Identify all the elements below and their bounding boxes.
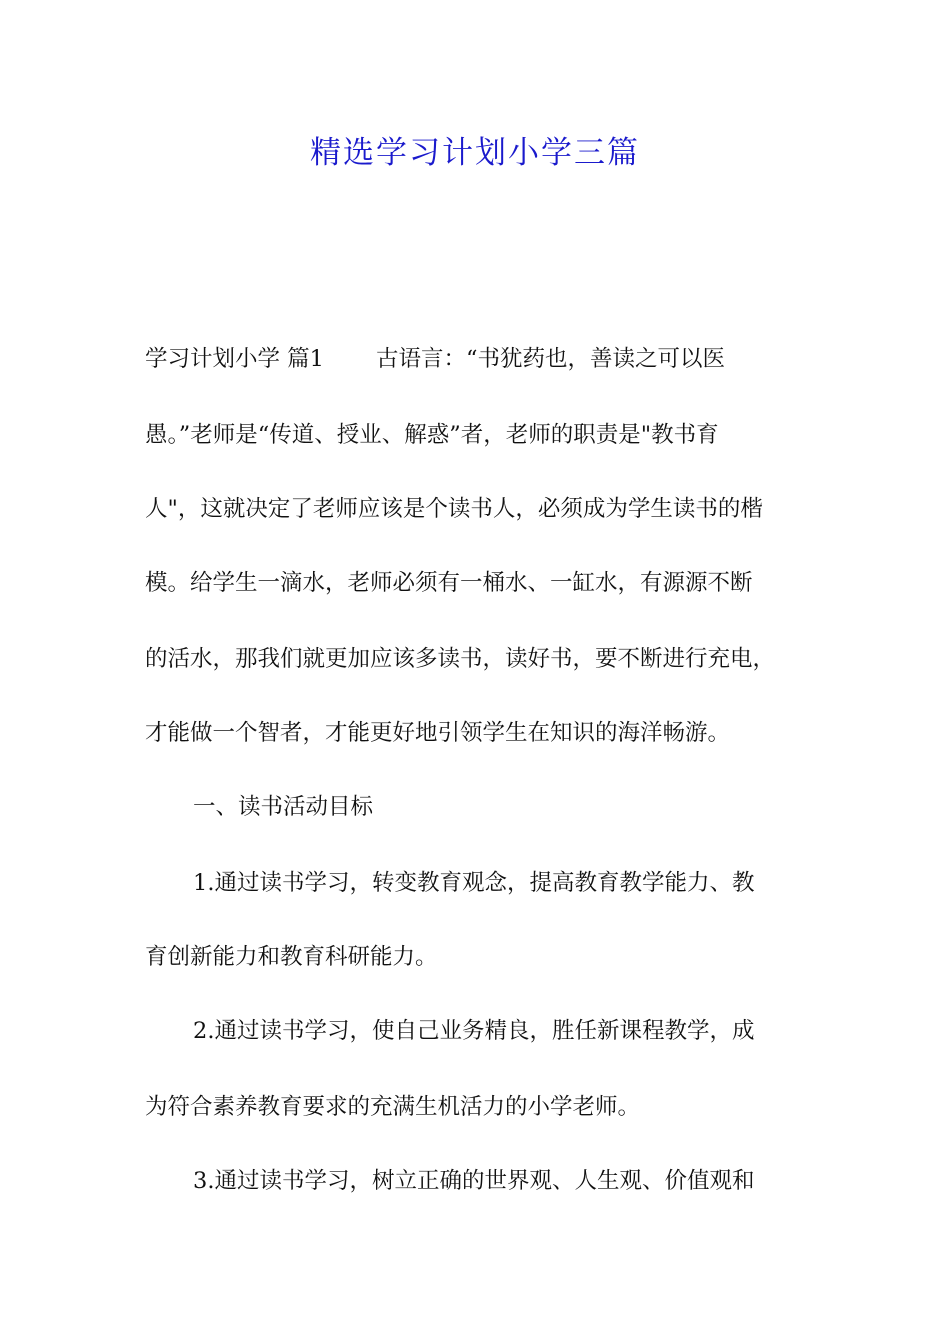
paragraph-line: 人"，这就决定了老师应该是个读书人，必须成为学生读书的楷 — [145, 496, 763, 522]
list-item-line: 3.通过读书学习，树立正确的世界观、人生观、价值观和 — [193, 1168, 755, 1194]
section-heading: 一、读书活动目标 — [193, 794, 374, 820]
list-item-line: 2.通过读书学习，使自己业务精良，胜任新课程教学，成 — [193, 1018, 755, 1044]
list-item-line: 育创新能力和教育科研能力。 — [145, 944, 438, 970]
paragraph-line: 愚。”老师是“传道、授业、解惑”者，老师的职责是"教书育 — [145, 422, 719, 448]
paragraph-line — [145, 339, 845, 379]
paragraph-text: 古语言：“书犹药也，善读之可以医 — [375, 346, 725, 372]
list-item-line: 为符合素养教育要求的充满生机活力的小学老师。 — [145, 1094, 641, 1120]
paragraph-line: 模。给学生一滴水，老师必须有一桶水、一缸水，有源源不断 — [145, 570, 753, 596]
list-item-line: 1.通过读书学习，转变教育观念，提高教育教学能力、教 — [193, 870, 755, 896]
document-title: 精选学习计划小学三篇 — [310, 135, 640, 171]
paragraph-line: 的活水，那我们就更加应该多读书，读好书，要不断进行充电， — [145, 646, 776, 672]
paragraph-line: 才能做一个智者，才能更好地引领学生在知识的海洋畅游。 — [145, 720, 731, 746]
section-label: 学习计划小学 篇1 — [145, 346, 324, 372]
